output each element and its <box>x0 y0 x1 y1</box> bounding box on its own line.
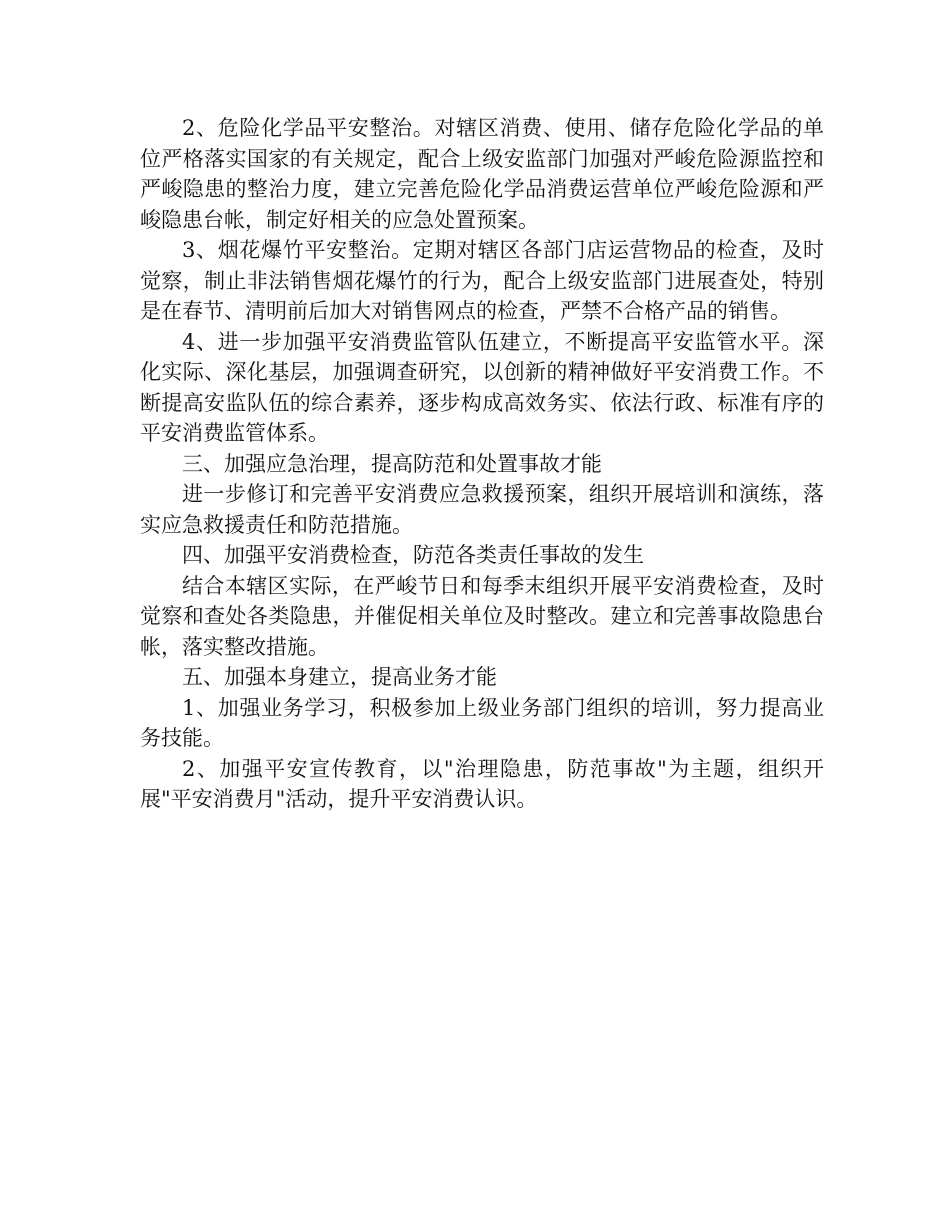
paragraph-hazardous-chemicals: 2、危险化学品平安整治。对辖区消费、使用、储存危险化学品的单位严格落实国家的有关规定，配合上级安监部门加强对严峻危险源监控和严峻隐患的整治力度，建立完善危险化学品消费运营单位严峻危险源和严峻隐患台帐，制定好相关的应急处置预案。 <box>140 116 824 232</box>
section-heading-self-building: 五、加强本身建立，提高业务才能 <box>182 665 497 689</box>
paragraph-supervision-team: 4、进一步加强平安消费监管队伍建立，不断提高平安监管水平。深化实际、深化基层，加强调查研究，以创新的精神做好平安消费工作。不断提高安监队伍的综合素养，逐步构成高效务实、依法行政、标准有序的平安消费监管体系。 <box>140 329 824 445</box>
paragraph-inspection: 结合本辖区实际，在严峻节日和每季末组织开展平安消费检查，及时觉察和查处各类隐患，并催促相关单位及时整改。建立和完善事故隐患台帐，落实整改措施。 <box>140 573 824 659</box>
paragraph-safety-education: 2、加强平安宣传教育，以"治理隐患，防范事故"为主题，组织开展"平安消费月"活动，提升平安消费认识。 <box>140 756 824 811</box>
paragraph-emergency-plan: 进一步修订和完善平安消费应急救援预案，组织开展培训和演练，落实应急救援责任和防范措施。 <box>140 482 824 537</box>
document-page <box>140 113 824 815</box>
section-heading-emergency: 三、加强应急治理，提高防范和处置事故才能 <box>182 451 602 476</box>
paragraph-fireworks: 3、烟花爆竹平安整治。定期对辖区各部门店运营物品的检查，及时觉察，制止非法销售烟花爆竹的行为，配合上级安监部门进展查处，特别是在春节、清明前后加大对销售网点的检查，严禁不合格产品的销售。 <box>140 238 824 323</box>
paragraph-business-study: 1、加强业务学习，积极参加上级业务部门组织的培训，努力提高业务技能。 <box>140 695 824 750</box>
section-heading-inspection: 四、加强平安消费检查，防范各类责任事故的发生 <box>182 543 644 567</box>
